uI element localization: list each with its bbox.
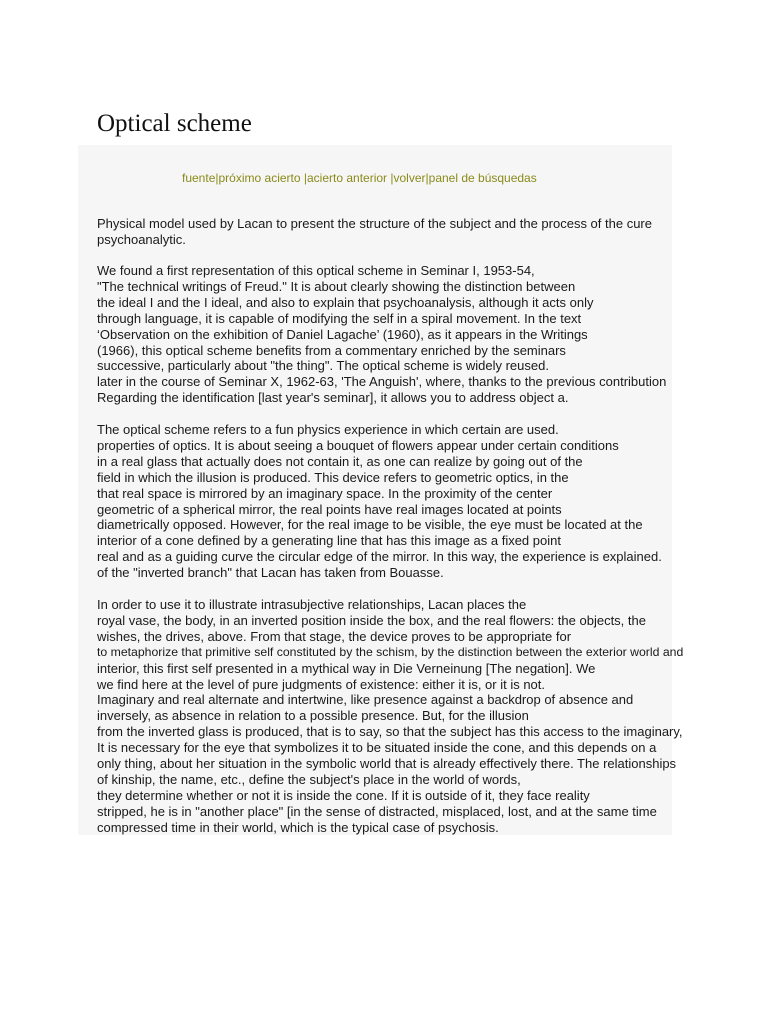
text-line: to metaphorize that primitive self constituted by the schism, by the distinction between the exterior world and xyxy=(97,644,684,659)
text-line: geometric of a spherical mirror, the real points have real images located at points xyxy=(97,501,562,517)
text-line: properties of optics. It is about seeing a bouquet of flowers appear under certain conditions xyxy=(97,437,619,453)
text-line: we find here at the level of pure judgments of existence: either it is, or it is not. xyxy=(97,676,546,692)
paragraph-intro xyxy=(97,216,687,248)
text-line: We found a first representation of this optical scheme in Seminar I, 1953-54, xyxy=(97,263,535,278)
text-line: The optical scheme refers to a fun physics experience in which certain are used. xyxy=(97,422,559,437)
text-line: field in which the illusion is produced. This device refers to geometric optics, in the xyxy=(97,469,569,485)
text-line: interior of a cone defined by a generating line that has this image as a fixed point xyxy=(97,533,561,549)
nav-link-source[interactable]: fuente xyxy=(182,171,216,185)
text-line: of the "inverted branch" that Lacan has taken from Bouasse. xyxy=(97,565,444,581)
nav-separator: | xyxy=(425,171,429,185)
text-line: they determine whether or not it is inside the cone. If it is outside of it, they face reality xyxy=(97,787,590,803)
text-line: Imaginary and real alternate and intertwine, like presence against a backdrop of absence and xyxy=(97,692,634,708)
nav-link-next-hit[interactable]: próximo acierto xyxy=(218,171,304,185)
nav-separator: | xyxy=(390,171,394,185)
nav-separator: | xyxy=(303,171,307,185)
text-line: interior, this first self presented in a mythical way in Die Verneinung [The negation]. We xyxy=(97,660,596,676)
nav-link-back[interactable]: volver xyxy=(393,171,426,185)
text-line: ‘Observation on the exhibition of Daniel Lagache’ (1960), as it appears in the Writings xyxy=(97,326,588,342)
text-line: (1966), this optical scheme benefits from a commentary enriched by the seminars xyxy=(97,342,566,358)
text-line: through language, it is capable of modifying the self in a spiral movement. In the text xyxy=(97,310,582,326)
page-title: Optical scheme xyxy=(97,110,252,137)
text-line: wishes, the drives, above. From that stage, the device proves to be appropriate for xyxy=(97,628,572,644)
search-result-nav xyxy=(182,170,537,186)
text-line: the ideal I and the I ideal, and also to explain that psychoanalysis, although it acts only xyxy=(97,294,594,310)
text-line: of kinship, the name, etc., define the subject's place in the world of words, xyxy=(97,771,521,787)
text-line: stripped, he is in "another place" [in the sense of distracted, misplaced, lost, and at the same time xyxy=(97,803,657,819)
text-line: compressed time in their world, which is the typical case of psychosis. xyxy=(97,819,499,835)
nav-link-search-panel[interactable]: panel de búsquedas xyxy=(428,171,537,185)
text-line: psychoanalytic. xyxy=(97,231,186,247)
text-line: that real space is mirrored by an imaginary space. In the proximity of the center xyxy=(97,485,553,501)
text-line: diametrically opposed. However, for the real image to be visible, the eye must be located at the xyxy=(97,517,643,533)
nav-link-previous-hit[interactable]: acierto anterior xyxy=(307,171,391,185)
text-line: in a real glass that actually does not contain it, as one can realize by going out of the xyxy=(97,453,583,469)
text-line: In order to use it to illustrate intrasubjective relationships, Lacan places the xyxy=(97,597,527,612)
text-line: only thing, about her situation in the symbolic world that is already effectively there. The relationships xyxy=(97,756,677,772)
text-line: from the inverted glass is produced, that is to say, so that the subject has this access to the imaginary, xyxy=(97,724,683,740)
text-line: inversely, as absence in relation to a possible presence. But, for the illusion xyxy=(97,708,529,724)
text-line: later in the course of Seminar X, 1962-63, 'The Anguish', where, thanks to the previous contribution xyxy=(97,374,667,390)
text-line: "The technical writings of Freud." It is about clearly showing the distinction between xyxy=(97,278,576,294)
paragraph-intrasubjective xyxy=(97,597,687,836)
paragraph-seminar-history xyxy=(97,263,687,406)
text-line: successive, particularly about "the thing". The optical scheme is widely reused. xyxy=(97,358,549,374)
text-line: It is necessary for the eye that symbolizes it to be situated inside the cone, and this depends on a xyxy=(97,740,657,756)
text-line: Physical model used by Lacan to present the structure of the subject and the process of the cure xyxy=(97,216,652,231)
text-line: Regarding the identification [last year's seminar], it allows you to address object a. xyxy=(97,390,569,406)
text-line: real and as a guiding curve the circular edge of the mirror. In this way, the experience is explained. xyxy=(97,549,662,565)
paragraph-physics-experience xyxy=(97,422,687,581)
nav-separator: | xyxy=(215,171,219,185)
text-line: royal vase, the body, in an inverted position inside the box, and the real flowers: the objects, the xyxy=(97,612,646,628)
